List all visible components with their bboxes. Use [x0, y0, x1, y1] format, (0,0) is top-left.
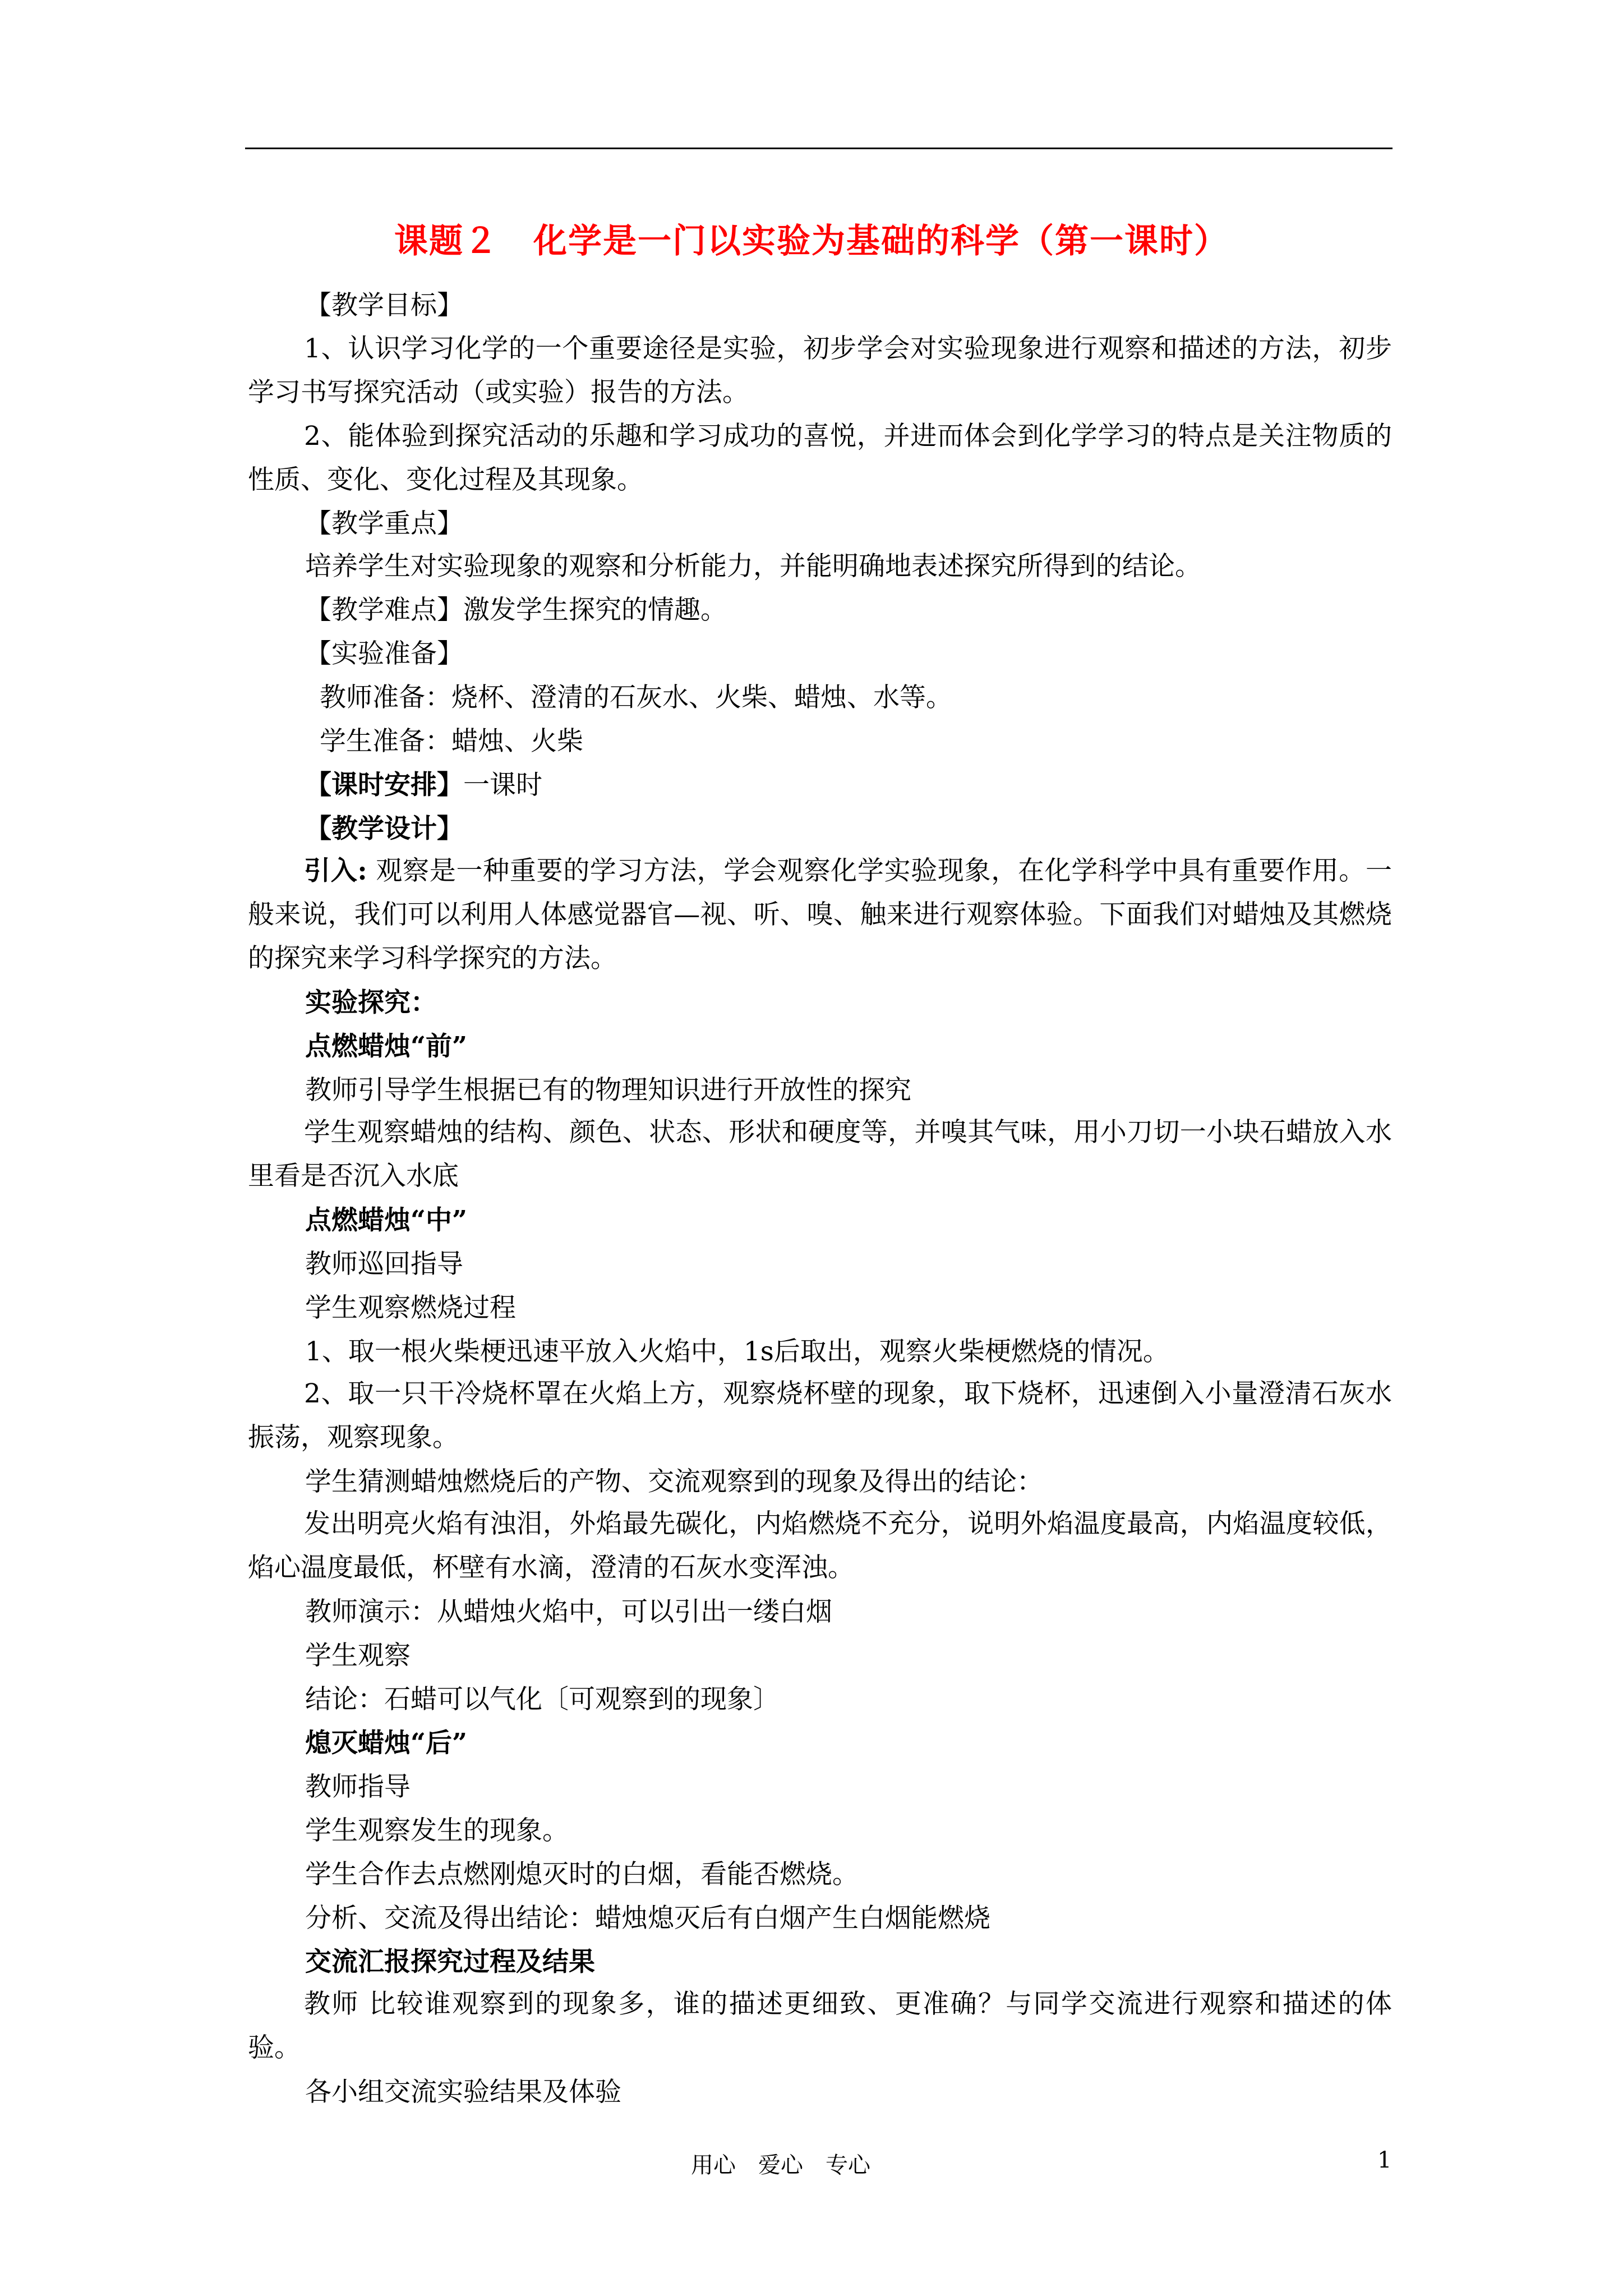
keypoint-text: 培养学生对实验现象的观察和分析能力，并能明确地表述探究所得到的结论。	[305, 551, 1201, 582]
objectives-heading: 【教学目标】	[305, 290, 463, 321]
during-step-2: 2、取一只干冷烧杯罩在火焰上方，观察烧杯壁的现象，取下烧杯，迅速倒入小量澄清石灰水振荡，观察现象。	[248, 1378, 1392, 1453]
intro-text: 观察是一种重要的学习方法，学会观察化学实验现象，在化学科学中具有重要作用。一般来说，我们可以利用人体感觉器官—视、听、嗅、触来进行观察体验。下面我们对蜡烛及其燃烧的探究来学习科学探究的方法。	[248, 855, 1392, 974]
during-teacher: 教师巡回指导	[305, 1249, 463, 1280]
during-conclusion: 结论：石蜡可以气化〔可观察到的现象〕	[305, 1684, 780, 1715]
before-student: 学生观察蜡烛的结构、颜色、状态、形状和硬度等，并嗅其气味，用小刀切一小块石蜡放入水里看是否沉入水底	[248, 1117, 1392, 1191]
difficulty-line	[305, 593, 727, 627]
after-teacher: 教师指导	[305, 1772, 411, 1802]
during-observe: 学生观察	[305, 1640, 411, 1671]
before-heading: 点燃蜡烛“前”	[305, 1031, 468, 1062]
prep-teacher: 教师准备：烧杯、澄清的石灰水、火柴、蜡烛、水等。	[320, 682, 952, 713]
design-heading: 【教学设计】	[305, 813, 463, 844]
after-analysis: 分析、交流及得出结论：蜡烛熄灭后有白烟产生白烟能燃烧	[305, 1903, 990, 1934]
during-guess: 学生猜测蜡烛燃烧后的产物、交流观察到的现象及得出的结论：	[305, 1466, 1043, 1497]
report-groups: 各小组交流实验结果及体验	[305, 2077, 621, 2108]
page-number: 1	[1377, 2147, 1392, 2173]
after-heading: 熄灭蜡烛“后”	[305, 1728, 468, 1759]
intro-paragraph	[248, 849, 1392, 981]
during-result: 发出明亮火焰有浊泪，外焰最先碳化，内焰燃烧不充分，说明外焰温度最高，内焰温度较低，焰心温度最低，杯壁有水滴，澄清的石灰水变浑浊。	[248, 1508, 1392, 1583]
after-student: 学生观察发生的现象。	[305, 1815, 569, 1846]
report-teacher: 教师 比较谁观察到的现象多，谁的描述更细致、更准确？与同学交流进行观察和描述的体验。	[248, 1989, 1392, 2063]
during-step-1: 1、取一根火柴梗迅速平放入火焰中，1s后取出，观察火柴梗燃烧的情况。	[305, 1336, 1169, 1367]
page-title: 课题２ 化学是一门以实验为基础的科学（第一课时）	[394, 222, 1229, 261]
during-demo: 教师演示：从蜡烛火焰中，可以引出一缕白烟	[305, 1596, 832, 1627]
explore-heading: 实验探究：	[305, 987, 437, 1018]
schedule-label: 【课时安排】	[305, 770, 463, 800]
difficulty-text: 激发学生探究的情趣。	[463, 595, 727, 625]
after-coop: 学生合作去点燃刚熄灭时的白烟，看能否燃烧。	[305, 1859, 859, 1890]
during-student: 学生观察燃烧过程	[305, 1292, 516, 1323]
footer-motto: 用心 爱心 专心	[691, 2152, 870, 2178]
before-teacher: 教师引导学生根据已有的物理知识进行开放性的探究	[305, 1075, 911, 1106]
report-heading: 交流汇报探究过程及结果	[305, 1947, 595, 1977]
header-rule	[245, 148, 1393, 149]
schedule-text: 一课时	[463, 770, 542, 800]
objective-1: 1、认识学习化学的一个重要途径是实验，初步学会对实验现象进行观察和描述的方法，初步学习书写探究活动（或实验）报告的方法。	[248, 333, 1392, 408]
schedule-line	[305, 769, 542, 802]
difficulty-label: 【教学难点】	[305, 595, 463, 625]
intro-label: 引入:	[304, 855, 367, 886]
during-heading: 点燃蜡烛“中”	[305, 1205, 468, 1236]
keypoint-heading: 【教学重点】	[305, 508, 463, 539]
prep-student: 学生准备：蜡烛、火柴	[320, 726, 583, 757]
prep-heading: 【实验准备】	[305, 638, 463, 669]
objective-2: 2、能体验到探究活动的乐趣和学习成功的喜悦，并进而体会到化学学习的特点是关注物质的性质、变化、变化过程及其现象。	[248, 421, 1392, 495]
